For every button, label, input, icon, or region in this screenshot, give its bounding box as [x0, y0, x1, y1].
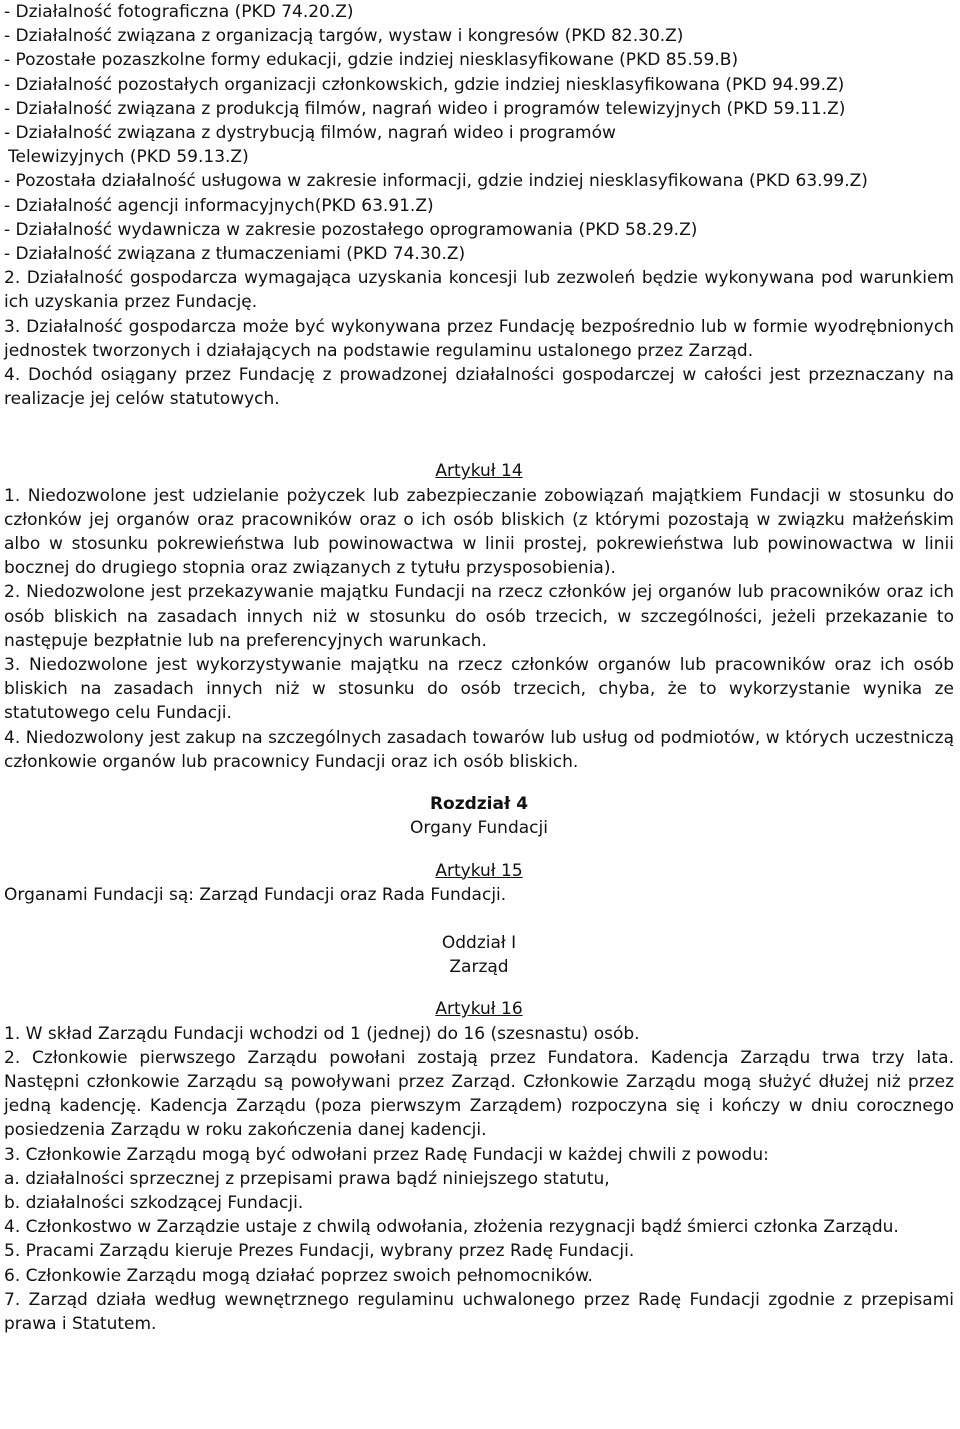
paragraph: 2. Członkowie pierwszego Zarządu powołani zostają przez Fundatora. Kadencja Zarządu trwa trzy lata. Następni członkowie Zarządu są powoływani przez Zarząd. Członkowie Zarządu mogą służyć dłużej niż przez jedną kadencję. Kadencja Zarządu (poza pierwszym Zarządem) rozpoczyna się i kończy w dniu corocznego posiedzenia Zarządu w roku zakończenia danej kadencji.	[4, 1047, 954, 1141]
list-item: - Działalność fotograficzna (PKD 74.20.Z)	[4, 2, 354, 22]
paragraph: 2. Niedozwolone jest przekazywanie majątku Fundacji na rzecz członków jej organów lub pracowników oraz ich osób bliskich na zasadach innych niż w stosunku do osób trzecich, w szczególności, jeżeli przekazanie to następuje bezpłatnie lub na preferencyjnych warunkach.	[4, 582, 954, 651]
paragraph: 4. Członkostwo w Zarządzie ustaje z chwilą odwołania, złożenia rezygnacji bądź śmierci członka Zarządu.	[4, 1217, 899, 1238]
paragraph: 3. Niedozwolone jest wykorzystywanie majątku na rzecz członków organów lub pracowników oraz ich osób bliskich na zasadach innych niż w stosunku do osób trzecich, chyba, że to wykorzystanie wynika ze statutowego celu Fundacji.	[4, 655, 954, 724]
section-title: Oddział I	[441, 932, 517, 953]
paragraph: 3. Działalność gospodarcza może być wykonywana przez Fundację bezpośrednio lub w formie wyodrębnionych jednostek tworzonych i działających na podstawie regulaminu ustalonego przez Zarząd.	[4, 316, 954, 361]
paragraph: 5. Pracami Zarządu kieruje Prezes Fundacji, wybrany przez Radę Fundacji.	[4, 1241, 635, 1262]
list-item: - Działalność związana z produkcją filmów, nagrań wideo i programów telewizyjnych (PKD 59.11.Z)	[4, 98, 846, 119]
list-item: - Pozostała działalność usługowa w zakresie informacji, gdzie indziej niesklasyfikowana (PKD 63.99.Z)	[4, 171, 868, 192]
paragraph: 6. Członkowie Zarządu mogą działać poprzez swoich pełnomocników.	[4, 1265, 593, 1286]
paragraph: 4. Niedozwolony jest zakup na szczególnych zasadach towarów lub usług od podmiotów, w których uczestniczą członkowie organów lub pracownicy Fundacji oraz ich osób bliskich.	[4, 727, 954, 772]
spacer	[4, 841, 954, 859]
list-item: - Działalność związana z organizacją targów, wystaw i kongresów (PKD 82.30.Z)	[4, 26, 684, 47]
list-item: - Działalność związana z dystrybucją filmów, nagrań wideo i programów	[4, 123, 616, 144]
list-item: Telewizyjnych (PKD 59.13.Z)	[8, 147, 249, 168]
list-item: - Działalność pozostałych organizacji członkowskich, gdzie indziej niesklasyfikowana (PKD 94.99.Z)	[4, 74, 845, 95]
paragraph: 1. Niedozwolone jest udzielanie pożyczek lub zabezpieczanie zobowiązań majątkiem Fundacji w stosunku do członków jej organów oraz pracowników oraz o ich osób bliskich (z którymi pozostają w związku małżeńskim albo w stosunku pokrewieństwa lub powinowactwa w linii prostej, pokrewieństwa lub powinowactwa w linii bocznej do drugiego stopnia oraz związanych z tytułu przysposobienia).	[4, 485, 954, 579]
section-subtitle: Zarząd	[449, 957, 509, 978]
chapter-4	[4, 792, 954, 840]
paragraph: a. działalności sprzecznej z przepisami prawa bądź niniejszego statutu,	[4, 1168, 610, 1189]
art13-paragraphs	[4, 266, 954, 411]
article-16	[4, 997, 954, 1336]
article-14	[4, 459, 954, 774]
article-heading: Artykuł 14	[435, 461, 523, 482]
pkd-list	[4, 0, 954, 266]
paragraph: 1. W skład Zarządu Fundacji wchodzi od 1 (jednej) do 16 (szesnastu) osób.	[4, 1023, 640, 1044]
spacer	[4, 411, 954, 459]
article-15	[4, 859, 954, 907]
paragraph: 7. Zarząd działa według wewnętrznego regulaminu uchwalonego przez Radę Fundacji zgodnie z przepisami prawa i Statutem.	[4, 1289, 954, 1334]
article-heading: Artykuł 16	[435, 999, 523, 1020]
paragraph: b. działalności szkodzącej Fundacji.	[4, 1192, 304, 1213]
paragraph: 2. Działalność gospodarcza wymagająca uzyskania koncesji lub zezwoleń będzie wykonywana pod warunkiem ich uzyskania przez Fundację.	[4, 268, 954, 313]
paragraph: 3. Członkowie Zarządu mogą być odwołani przez Radę Fundacji w każdej chwili z powodu:	[4, 1144, 769, 1165]
list-item: - Działalność agencji informacyjnych(PKD 63.91.Z)	[4, 195, 434, 216]
spacer	[4, 907, 954, 931]
list-item: - Działalność wydawnicza w zakresie pozostałego oprogramowania (PKD 58.29.Z)	[4, 219, 698, 240]
paragraph: 4. Dochód osiągany przez Fundację z prowadzonej działalności gospodarczej w całości jest przeznaczany na realizacje jej celów statutowych.	[4, 365, 954, 410]
chapter-title: Rozdział 4	[429, 794, 529, 815]
list-item: - Pozostałe pozaszkolne formy edukacji, gdzie indziej niesklasyfikowane (PKD 85.59.B)	[4, 50, 739, 71]
spacer	[4, 774, 954, 792]
spacer	[4, 979, 954, 997]
chapter-subtitle: Organy Fundacji	[410, 818, 548, 839]
section-1	[4, 931, 954, 979]
list-item: - Działalność związana z tłumaczeniami (PKD 74.30.Z)	[4, 244, 466, 265]
paragraph: Organami Fundacji są: Zarząd Fundacji oraz Rada Fundacji.	[4, 884, 507, 905]
article-heading: Artykuł 15	[435, 860, 523, 881]
